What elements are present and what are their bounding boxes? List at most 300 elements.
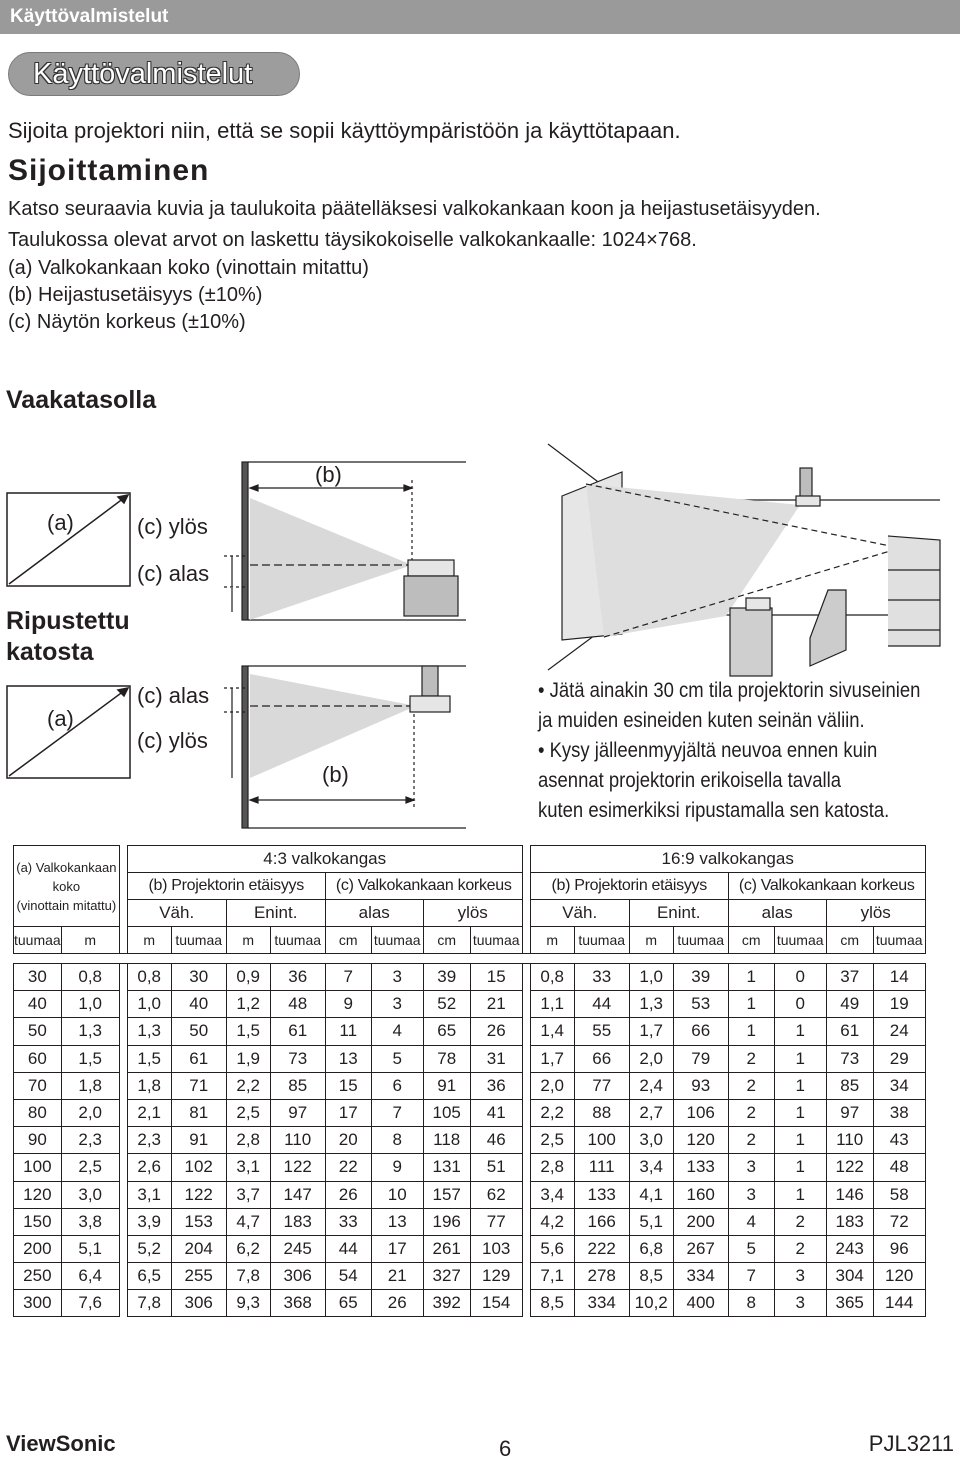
table-cell: 9,3 — [226, 1290, 270, 1317]
table-cell: 9 — [371, 1154, 423, 1181]
table-cell: 61 — [270, 1018, 325, 1045]
table-cell: 3,8 — [61, 1208, 119, 1235]
table-cell: 17 — [371, 1235, 423, 1262]
table-cell: 196 — [423, 1208, 470, 1235]
header-up: ylös — [423, 900, 522, 927]
room-illustration — [548, 444, 960, 685]
label-c-up-floor: (c) ylös — [137, 514, 208, 539]
table-row — [14, 1018, 926, 1045]
table-cell: 255 — [171, 1263, 226, 1290]
table-cell: 11 — [325, 1018, 371, 1045]
table-cell: 122 — [826, 1154, 873, 1181]
table-cell: 5 — [371, 1045, 423, 1072]
header-down: alas — [325, 900, 423, 927]
table-cell: 154 — [470, 1290, 522, 1317]
table-cell: 1,2 — [226, 991, 270, 1018]
table-cell: 61 — [171, 1045, 226, 1072]
table-cell: 1,1 — [530, 991, 574, 1018]
table-cell: 8,5 — [530, 1290, 574, 1317]
table-cell: 110 — [270, 1127, 325, 1154]
note-line: • Jätä ainakin 30 cm tila projektorin sivuseinien — [538, 679, 921, 702]
table-cell: 72 — [873, 1208, 925, 1235]
table-cell: 43 — [873, 1127, 925, 1154]
table-cell: 65 — [325, 1290, 371, 1317]
table-cell: 52 — [423, 991, 470, 1018]
table-cell: 29 — [873, 1045, 925, 1072]
table-cell: 300 — [14, 1290, 62, 1317]
table-cell: 2,3 — [127, 1127, 171, 1154]
table-cell: 1 — [774, 1099, 826, 1126]
table-row — [14, 1181, 926, 1208]
installation-notes — [538, 676, 921, 826]
label-a-ceiling: (a) — [47, 706, 74, 731]
label-a-floor: (a) — [47, 510, 74, 535]
table-cell: 100 — [574, 1127, 629, 1154]
label-b-ceiling: (b) — [322, 762, 349, 787]
table-cell: 90 — [14, 1127, 62, 1154]
table-cell: 66 — [574, 1045, 629, 1072]
table-cell: 3,9 — [127, 1208, 171, 1235]
table-cell: 1 — [728, 964, 774, 991]
table-cell: 73 — [270, 1045, 325, 1072]
table-cell: 26 — [470, 1018, 522, 1045]
table-cell: 14 — [873, 964, 925, 991]
table-cell: 51 — [470, 1154, 522, 1181]
table-cell: 5,1 — [61, 1235, 119, 1262]
throw-distance-table — [13, 845, 926, 1317]
table-cell: 77 — [574, 1072, 629, 1099]
table-cell: 7,1 — [530, 1263, 574, 1290]
table-cell: 3 — [371, 991, 423, 1018]
unit-row: tuumaa m m tuumaa m tuumaa cm tuumaa cm tuumaa m tuumaa m tuumaa cm tuumaa cm tuumaa — [14, 927, 926, 954]
table-cell: 306 — [171, 1290, 226, 1317]
table-cell: 2 — [774, 1235, 826, 1262]
table-cell: 93 — [673, 1072, 728, 1099]
table-cell: 2,8 — [530, 1154, 574, 1181]
table-cell: 48 — [270, 991, 325, 1018]
table-cell: 8 — [371, 1127, 423, 1154]
legend-a: (a) Valkokankaan koko (vinottain mitattu) — [8, 257, 369, 279]
table-cell: 120 — [14, 1181, 62, 1208]
table-cell: 131 — [423, 1154, 470, 1181]
note-line: kuten esimerkiksi ripustamalla sen katosta. — [538, 799, 890, 822]
table-cell: 33 — [325, 1208, 371, 1235]
table-cell: 120 — [673, 1127, 728, 1154]
table-cell: 96 — [873, 1235, 925, 1262]
table-cell: 91 — [423, 1072, 470, 1099]
table-cell: 1 — [774, 1018, 826, 1045]
table-cell: 1,3 — [127, 1018, 171, 1045]
table-row — [14, 1127, 926, 1154]
table-cell: 34 — [873, 1072, 925, 1099]
table-cell: 6,5 — [127, 1263, 171, 1290]
table-cell: 1 — [728, 1018, 774, 1045]
table-cell: 10,2 — [629, 1290, 673, 1317]
table-cell: 3 — [371, 964, 423, 991]
table-cell: 160 — [673, 1181, 728, 1208]
table-cell: 222 — [574, 1235, 629, 1262]
table-cell: 122 — [270, 1154, 325, 1181]
table-cell: 365 — [826, 1290, 873, 1317]
table-cell: 1 — [774, 1045, 826, 1072]
table-cell: 31 — [470, 1045, 522, 1072]
screen-size-box-ceiling — [7, 686, 130, 778]
table-cell: 106 — [673, 1099, 728, 1126]
table-cell: 3,4 — [629, 1154, 673, 1181]
table-cell: 8 — [728, 1290, 774, 1317]
header-max: Enint. — [629, 900, 728, 927]
table-cell: 6 — [371, 1072, 423, 1099]
header-screen-size: (a) Valkokankaan koko (vinottain mitattu) — [14, 846, 120, 927]
table-cell: 13 — [371, 1208, 423, 1235]
table-cell: 1 — [774, 1181, 826, 1208]
header-min: Väh. — [530, 900, 629, 927]
table-cell: 129 — [470, 1263, 522, 1290]
table-cell: 6,8 — [629, 1235, 673, 1262]
note-line: asennat projektorin erikoisella tavalla — [538, 769, 842, 792]
table-cell: 58 — [873, 1181, 925, 1208]
table-cell: 5 — [728, 1235, 774, 1262]
header-max: Enint. — [226, 900, 325, 927]
table-cell: 46 — [470, 1127, 522, 1154]
table-cell: 183 — [826, 1208, 873, 1235]
header-screen-height: (c) Valkokankaan korkeus — [728, 873, 925, 900]
legend-b: (b) Heijastusetäisyys (±10%) — [8, 284, 263, 306]
section-header-title: Käyttövalmistelut — [10, 6, 169, 27]
note-line: • Kysy jälleenmyyjältä neuvoa ennen kuin — [538, 739, 878, 762]
table-cell: 80 — [14, 1099, 62, 1126]
table-row — [14, 1235, 926, 1262]
table-cell: 278 — [574, 1263, 629, 1290]
table-cell: 9 — [325, 991, 371, 1018]
table-cell: 4,1 — [629, 1181, 673, 1208]
table-cell: 245 — [270, 1235, 325, 1262]
table-cell: 4,2 — [530, 1208, 574, 1235]
table-cell: 105 — [423, 1099, 470, 1126]
table-cell: 2,8 — [226, 1127, 270, 1154]
table-cell: 2 — [774, 1208, 826, 1235]
table-cell: 1 — [774, 1127, 826, 1154]
table-cell: 15 — [325, 1072, 371, 1099]
table-cell: 200 — [673, 1208, 728, 1235]
table-cell: 79 — [673, 1045, 728, 1072]
table-cell: 48 — [873, 1154, 925, 1181]
table-cell: 0,8 — [61, 964, 119, 991]
table-cell: 5,1 — [629, 1208, 673, 1235]
table-cell: 150 — [14, 1208, 62, 1235]
table-cell: 78 — [423, 1045, 470, 1072]
table-cell: 85 — [826, 1072, 873, 1099]
table-row — [14, 1099, 926, 1126]
table-cell: 36 — [470, 1072, 522, 1099]
table-cell: 120 — [873, 1263, 925, 1290]
table-cell: 33 — [574, 964, 629, 991]
table-cell: 8,5 — [629, 1263, 673, 1290]
table-cell: 133 — [673, 1154, 728, 1181]
floor-setup — [224, 462, 466, 620]
table-cell: 334 — [673, 1263, 728, 1290]
table-cell: 2 — [728, 1127, 774, 1154]
table-cell: 30 — [171, 964, 226, 991]
table-cell: 2,0 — [61, 1099, 119, 1126]
table-cell: 55 — [574, 1018, 629, 1045]
table-cell: 54 — [325, 1263, 371, 1290]
table-cell: 2,4 — [629, 1072, 673, 1099]
table-cell: 2 — [728, 1099, 774, 1126]
table-cell: 26 — [325, 1181, 371, 1208]
label-c-up-ceiling: (c) ylös — [137, 728, 208, 753]
table-cell: 36 — [270, 964, 325, 991]
table-cell: 2,0 — [629, 1045, 673, 1072]
table-cell: 13 — [325, 1045, 371, 1072]
table-cell: 0,8 — [127, 964, 171, 991]
table-cell: 38 — [873, 1099, 925, 1126]
table-cell: 24 — [873, 1018, 925, 1045]
table-cell: 147 — [270, 1181, 325, 1208]
header-screen-height: (c) Valkokankaan korkeus — [325, 873, 522, 900]
table-cell: 44 — [325, 1235, 371, 1262]
table-cell: 20 — [325, 1127, 371, 1154]
table-cell: 110 — [826, 1127, 873, 1154]
table-cell: 144 — [873, 1290, 925, 1317]
table-cell: 97 — [270, 1099, 325, 1126]
table-cell: 44 — [574, 991, 629, 1018]
table-cell: 53 — [673, 991, 728, 1018]
table-cell: 368 — [270, 1290, 325, 1317]
table-cell: 1 — [774, 1154, 826, 1181]
table-cell: 153 — [171, 1208, 226, 1235]
table-cell: 200 — [14, 1235, 62, 1262]
table-cell: 65 — [423, 1018, 470, 1045]
table-cell: 66 — [673, 1018, 728, 1045]
table-cell: 4 — [371, 1018, 423, 1045]
table-cell: 4 — [728, 1208, 774, 1235]
page-heading: Sijoittaminen — [8, 154, 210, 187]
model-number: PJL3211 — [868, 1431, 954, 1456]
table-cell: 49 — [826, 991, 873, 1018]
table-cell: 6,4 — [61, 1263, 119, 1290]
table-cell: 61 — [826, 1018, 873, 1045]
page-number: 6 — [499, 1436, 512, 1459]
ceiling-setup — [224, 666, 466, 828]
table-cell: 3,0 — [629, 1127, 673, 1154]
table-cell: 7,8 — [226, 1263, 270, 1290]
table-cell: 304 — [826, 1263, 873, 1290]
table-cell: 1,9 — [226, 1045, 270, 1072]
table-cell: 1,5 — [61, 1045, 119, 1072]
table-cell: 19 — [873, 991, 925, 1018]
table-cell: 81 — [171, 1099, 226, 1126]
table-cell: 3,1 — [226, 1154, 270, 1181]
table-cell: 77 — [470, 1208, 522, 1235]
table-cell: 118 — [423, 1127, 470, 1154]
label-c-down-ceiling: (c) alas — [137, 683, 210, 708]
table-cell: 26 — [371, 1290, 423, 1317]
table-cell: 3 — [728, 1154, 774, 1181]
table-cell: 2,0 — [530, 1072, 574, 1099]
table-cell: 146 — [826, 1181, 873, 1208]
table-cell: 2,6 — [127, 1154, 171, 1181]
table-cell: 1,0 — [127, 991, 171, 1018]
table-cell: 166 — [574, 1208, 629, 1235]
brand-logo: ViewSonic — [6, 1431, 116, 1456]
table-cell: 2,5 — [226, 1099, 270, 1126]
header-down: alas — [728, 900, 826, 927]
table-cell: 30 — [14, 964, 62, 991]
table-cell: 5,6 — [530, 1235, 574, 1262]
header-throw-distance: (b) Projektorin etäisyys — [530, 873, 728, 900]
table-cell: 1,5 — [127, 1045, 171, 1072]
table-cell: 157 — [423, 1181, 470, 1208]
table-cell: 40 — [14, 991, 62, 1018]
table-cell: 2,7 — [629, 1099, 673, 1126]
table-cell: 21 — [371, 1263, 423, 1290]
table-row — [14, 991, 926, 1018]
header-min: Väh. — [127, 900, 226, 927]
table-cell: 60 — [14, 1045, 62, 1072]
table-cell: 306 — [270, 1263, 325, 1290]
table-cell: 133 — [574, 1181, 629, 1208]
table-cell: 1 — [728, 991, 774, 1018]
table-cell: 1,3 — [61, 1018, 119, 1045]
table-cell: 0,9 — [226, 964, 270, 991]
table-cell: 1,4 — [530, 1018, 574, 1045]
table-cell: 3 — [774, 1290, 826, 1317]
table-cell: 122 — [171, 1181, 226, 1208]
table-cell: 2,5 — [61, 1154, 119, 1181]
table-cell: 39 — [423, 964, 470, 991]
table-cell: 1,0 — [61, 991, 119, 1018]
table-cell: 250 — [14, 1263, 62, 1290]
note-line: ja muiden esineiden kuten seinän väliin. — [538, 709, 865, 732]
table-cell: 3 — [774, 1263, 826, 1290]
table-cell: 111 — [574, 1154, 629, 1181]
header-throw-distance: (b) Projektorin etäisyys — [127, 873, 325, 900]
table-cell: 1,8 — [61, 1072, 119, 1099]
table-cell: 2,2 — [226, 1072, 270, 1099]
table-cell: 2 — [728, 1072, 774, 1099]
table-cell: 267 — [673, 1235, 728, 1262]
table-cell: 3,1 — [127, 1181, 171, 1208]
table-cell: 2,2 — [530, 1099, 574, 1126]
label-c-down-floor: (c) alas — [137, 561, 210, 586]
table-cell: 4,7 — [226, 1208, 270, 1235]
table-cell: 7 — [728, 1263, 774, 1290]
table-cell: 7,6 — [61, 1290, 119, 1317]
table-row — [14, 964, 926, 991]
intro-text: Sijoita projektori niin, että se sopii käyttöympäristöön ja käyttötapaan. — [8, 118, 681, 143]
table-cell: 41 — [470, 1099, 522, 1126]
table-cell: 261 — [423, 1235, 470, 1262]
ceiling-mount-heading: Ripustettu katosta — [6, 607, 130, 666]
table-cell: 103 — [470, 1235, 522, 1262]
table-cell: 1,7 — [629, 1018, 673, 1045]
table-cell: 85 — [270, 1072, 325, 1099]
table-cell: 97 — [826, 1099, 873, 1126]
table-cell: 1,5 — [226, 1018, 270, 1045]
table-cell: 0 — [774, 991, 826, 1018]
table-row — [14, 1154, 926, 1181]
table-cell: 1 — [774, 1072, 826, 1099]
section-title: Käyttövalmistelut — [33, 58, 253, 90]
table-cell: 73 — [826, 1045, 873, 1072]
table-cell: 1,8 — [127, 1072, 171, 1099]
table-cell: 3,4 — [530, 1181, 574, 1208]
table-cell: 327 — [423, 1263, 470, 1290]
table-row — [14, 1290, 926, 1317]
label-b-floor: (b) — [315, 462, 342, 487]
table-cell: 102 — [171, 1154, 226, 1181]
table-cell: 70 — [14, 1072, 62, 1099]
table-cell: 7 — [325, 964, 371, 991]
table-cell: 40 — [171, 991, 226, 1018]
table-cell: 21 — [470, 991, 522, 1018]
table-cell: 3,7 — [226, 1181, 270, 1208]
table-cell: 1,3 — [629, 991, 673, 1018]
header-169-screen: 16:9 valkokangas — [530, 846, 925, 873]
table-cell: 6,2 — [226, 1235, 270, 1262]
table-cell: 183 — [270, 1208, 325, 1235]
table-cell: 0 — [774, 964, 826, 991]
table-cell: 243 — [826, 1235, 873, 1262]
table-cell: 2 — [728, 1045, 774, 1072]
table-row — [14, 1072, 926, 1099]
table-cell: 50 — [171, 1018, 226, 1045]
table-cell: 2,5 — [530, 1127, 574, 1154]
legend-c: (c) Näytön korkeus (±10%) — [8, 311, 246, 333]
table-cell: 334 — [574, 1290, 629, 1317]
table-cell: 204 — [171, 1235, 226, 1262]
table-row — [14, 1263, 926, 1290]
table-cell: 17 — [325, 1099, 371, 1126]
table-cell: 1,7 — [530, 1045, 574, 1072]
table-cell: 88 — [574, 1099, 629, 1126]
paragraph-line: Taulukossa olevat arvot on laskettu täysikokoiselle valkokankaalle: 1024×768. — [8, 229, 697, 251]
table-cell: 37 — [826, 964, 873, 991]
section-title-pill — [8, 52, 300, 96]
table-cell: 100 — [14, 1154, 62, 1181]
table-cell: 50 — [14, 1018, 62, 1045]
table-cell: 392 — [423, 1290, 470, 1317]
table-cell: 5,2 — [127, 1235, 171, 1262]
paragraph-line: Katso seuraavia kuvia ja taulukoita päätelläksesi valkokankaan koon ja heijastusetäisyyden. — [8, 198, 821, 220]
table-cell: 2,1 — [127, 1099, 171, 1126]
table-cell: 2,3 — [61, 1127, 119, 1154]
table-cell: 91 — [171, 1127, 226, 1154]
header-43-screen: 4:3 valkokangas — [127, 846, 522, 873]
table-cell: 1,0 — [629, 964, 673, 991]
table-cell: 15 — [470, 964, 522, 991]
table-cell: 10 — [371, 1181, 423, 1208]
table-cell: 0,8 — [530, 964, 574, 991]
table-cell: 3,0 — [61, 1181, 119, 1208]
table-body — [14, 964, 926, 1317]
table-cell: 400 — [673, 1290, 728, 1317]
table-row — [14, 1045, 926, 1072]
header-up: ylös — [826, 900, 925, 927]
table-cell: 39 — [673, 964, 728, 991]
section-header-bar — [0, 0, 960, 34]
floor-mount-heading: Vaakatasolla — [6, 386, 157, 414]
table-cell: 7 — [371, 1099, 423, 1126]
screen-size-box-floor — [7, 493, 130, 586]
table-row — [14, 1208, 926, 1235]
table-cell: 3 — [728, 1181, 774, 1208]
table-cell: 62 — [470, 1181, 522, 1208]
table-cell: 7,8 — [127, 1290, 171, 1317]
table-cell: 71 — [171, 1072, 226, 1099]
table-cell: 22 — [325, 1154, 371, 1181]
